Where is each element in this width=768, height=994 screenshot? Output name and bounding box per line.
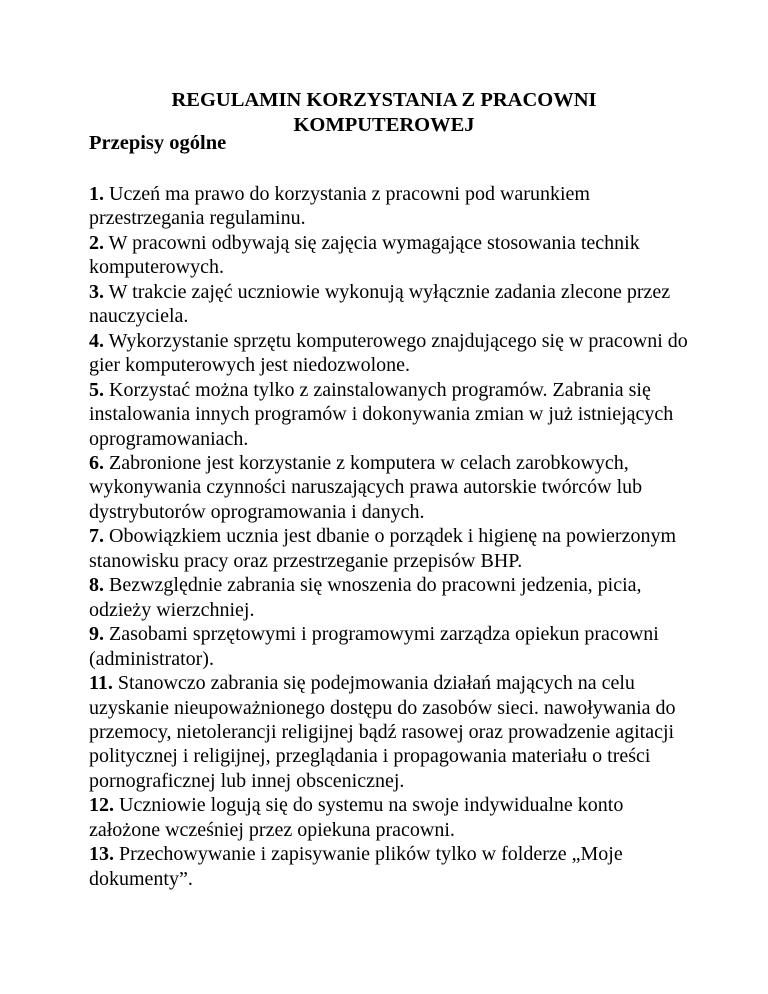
rule-number: 5. — [89, 378, 104, 401]
rule-number: 9. — [89, 623, 104, 646]
rule-item — [89, 329, 689, 378]
rule-item — [89, 451, 689, 524]
rule-item — [89, 573, 689, 622]
rule-text: Uczeń ma prawo do korzystania z pracowni pod warunkiem przestrzegania regulaminu. — [89, 183, 590, 230]
rule-number: 3. — [89, 280, 104, 303]
rule-number: 1. — [89, 183, 104, 205]
rule-item — [89, 622, 689, 671]
section-heading: Przepisy ogólne — [89, 132, 227, 154]
document-title-line-2: KOMPUTEROWEJ — [293, 114, 475, 136]
rule-item — [89, 793, 689, 842]
rule-text: Przechowywanie i zapisywanie plików tylko w folderze „Moje dokumenty”. — [89, 843, 623, 890]
rule-number: 11. — [89, 672, 113, 695]
rule-text: Stanowczo zabrania się podejmowania działań mających na celu uzyskanie nieupoważnionego dostępu do zasobów sieci. nawoływania do przemocy, nietolerancji religijnej bądź rasowej oraz prowadzenie agitacji politycznej i religijnej, przeglądania i propagowania materiału o treści pornograficznej lub innej obscenicznej. — [89, 672, 676, 792]
rule-text: Uczniowie logują się do systemu na swoje indywidualne konto założone wcześniej przez opiekuna pracowni. — [89, 794, 624, 841]
rule-item — [89, 671, 689, 793]
rule-item — [89, 524, 689, 573]
rule-text: Obowiązkiem ucznia jest dbanie o porządek i higienę na powierzonym stanowisku pracy oraz przestrzeganie przepisów BHP. — [89, 525, 677, 572]
rule-number: 12. — [89, 794, 114, 817]
rule-text: Korzystać można tylko z zainstalowanych programów. Zabrania się instalowania innych programów i dokonywania zmian w już istniejących oprogramowaniach. — [89, 378, 674, 450]
rule-item — [89, 182, 689, 231]
rule-text: Zabronione jest korzystanie z komputera w celach zarobkowych, wykonywania czynności naruszających prawa autorskie twórców lub dystrybutorów oprogramowania i danych. — [89, 451, 643, 523]
rule-number: 4. — [89, 329, 104, 352]
rules-list — [89, 182, 689, 891]
rule-text: Wykorzystanie sprzętu komputerowego znajdującego się w pracowni do gier komputerowych jest niedozwolone. — [89, 329, 688, 377]
rule-item — [89, 842, 689, 891]
rule-number: 13. — [89, 843, 114, 866]
rule-text: W pracowni odbywają się zajęcia wymagające stosowania technik komputerowych. — [89, 231, 640, 279]
rule-number: 6. — [89, 451, 104, 474]
rule-item — [89, 378, 689, 451]
rule-text: Zasobami sprzętowymi i programowymi zarządza opiekun pracowni (administrator). — [89, 623, 659, 670]
rule-number: 7. — [89, 525, 104, 548]
rule-number: 8. — [89, 574, 104, 597]
rule-text: W trakcie zajęć uczniowie wykonują wyłącznie zadania zlecone przez nauczyciela. — [89, 280, 671, 328]
rule-number: 2. — [89, 231, 104, 254]
rule-item — [89, 231, 689, 280]
rule-text: Bezwzględnie zabrania się wnoszenia do pracowni jedzenia, picia, odzieży wierzchniej. — [89, 574, 642, 621]
rule-item — [89, 280, 689, 329]
document-title-line-1: REGULAMIN KORZYSTANIA Z PRACOWNI — [171, 89, 597, 111]
